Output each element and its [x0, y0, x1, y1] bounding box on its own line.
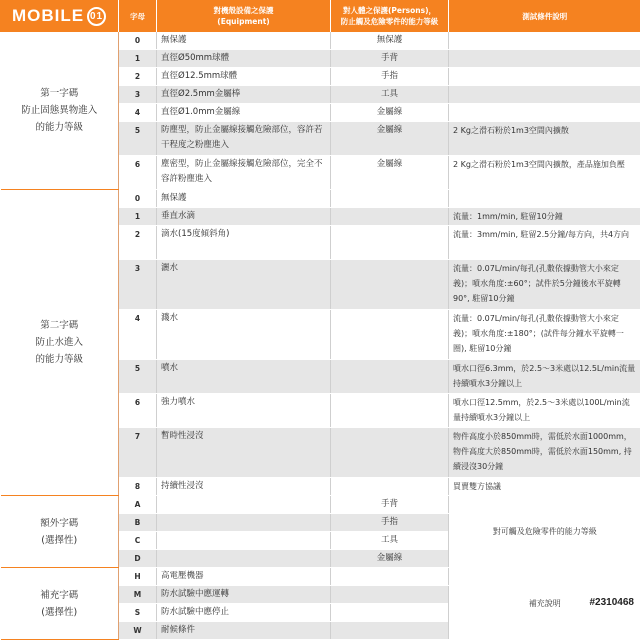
persons-cell: 手指: [331, 514, 449, 532]
header-persons: 對人體之保護(Persons)， 防止觸及危險零件的能力等級: [331, 0, 449, 32]
equipment-cell: [157, 532, 331, 550]
equipment-cell: 塵密型，防止金屬線接觸危險部位，完全不容許粉塵進入: [157, 156, 331, 190]
code-cell: 8: [119, 478, 157, 496]
table-row: [1, 32, 640, 50]
code-cell: 1: [119, 208, 157, 226]
group-label-extra: [1, 496, 119, 568]
condition-cell: 2 Kg之滑石粉於1m3空間內擴散，產品施加負壓: [449, 156, 640, 190]
equipment-cell: 防塵型，防止金屬線接觸危險部位，容許若干程度之粉塵進入: [157, 122, 331, 156]
persons-cell: [331, 310, 449, 360]
equipment-cell: [157, 514, 331, 532]
equipment-cell: 防水試驗中應停止: [157, 604, 331, 622]
condition-cell: 噴水口徑12.5mm，於2.5～3米處以100L/min流量持續噴水3分鐘以上: [449, 394, 640, 428]
equipment-cell: 強力噴水: [157, 394, 331, 428]
equipment-cell: 噴水: [157, 360, 331, 394]
equipment-cell: 滴水(15度傾斜角): [157, 226, 331, 260]
header-test-conditions: 測試條件說明: [449, 0, 640, 32]
code-cell: 4: [119, 310, 157, 360]
persons-cell: [331, 260, 449, 310]
code-cell: 4: [119, 104, 157, 122]
table-row: [1, 568, 640, 586]
header-equipment: 對機殼設備之保護 (Equipment): [157, 0, 331, 32]
group-label-second: [1, 190, 119, 496]
code-cell: 0: [119, 190, 157, 208]
code-cell: D: [119, 550, 157, 568]
equipment-cell: 直徑Ø2.5mm金屬棒: [157, 86, 331, 104]
code-cell: B: [119, 514, 157, 532]
code-cell: 1: [119, 50, 157, 68]
equipment-cell: 暫時性浸沒: [157, 428, 331, 478]
equipment-cell: 直徑Ø1.0mm金屬線: [157, 104, 331, 122]
equipment-cell: 直徑Ø50mm球體: [157, 50, 331, 68]
group-label-first: [1, 32, 119, 190]
equipment-cell: [157, 550, 331, 568]
table-row: [1, 496, 640, 514]
group-label-line: (選擇性): [5, 532, 115, 549]
condition-cell: 流量：1mm/min, 駐留10分鐘: [449, 208, 640, 226]
condition-cell: 買賣雙方協議: [449, 478, 640, 496]
persons-cell: [331, 604, 449, 622]
group-label-line: 第一字碼: [5, 85, 115, 102]
extra-condition-cell: 對可觸及危險零件的能力等級: [449, 496, 640, 568]
persons-cell: [331, 428, 449, 478]
code-cell: 7: [119, 428, 157, 478]
persons-cell: 工具: [331, 532, 449, 550]
code-cell: 2: [119, 226, 157, 260]
group-label-supp: [1, 568, 119, 640]
persons-cell: [331, 394, 449, 428]
persons-cell: 無保護: [331, 32, 449, 50]
persons-cell: [331, 208, 449, 226]
watermark: #2310468: [590, 597, 635, 608]
code-cell: C: [119, 532, 157, 550]
code-cell: 6: [119, 394, 157, 428]
group-label-line: 額外字碼: [5, 515, 115, 532]
group-label-line: 防止水進入: [5, 334, 115, 351]
code-cell: 3: [119, 86, 157, 104]
persons-cell: 金屬線: [331, 104, 449, 122]
equipment-cell: 直徑Ø12.5mm球體: [157, 68, 331, 86]
equipment-cell: 高電壓機器: [157, 568, 331, 586]
equipment-cell: 防水試驗中應運轉: [157, 586, 331, 604]
condition-cell: 2 Kg之滑石粉於1m3空間內擴散: [449, 122, 640, 156]
condition-cell: [449, 104, 640, 122]
code-cell: M: [119, 586, 157, 604]
equipment-cell: 無保護: [157, 190, 331, 208]
condition-cell: [449, 86, 640, 104]
persons-cell: 金屬線: [331, 550, 449, 568]
condition-cell: 流量：0.07L/min/每孔(孔數依據動管大小來定義)；噴水角度:±60°；試件於5分鐘後水平旋轉90°, 駐留10分鐘: [449, 260, 640, 310]
logo-mark-icon: 01: [87, 7, 106, 26]
code-cell: 5: [119, 122, 157, 156]
equipment-cell: 無保護: [157, 32, 331, 50]
code-cell: 0: [119, 32, 157, 50]
supp-condition-cell: 補充說明: [449, 568, 640, 640]
condition-cell: 流量：0.07L/min/每孔(孔數依據動管大小來定義)；噴水角度:±180°；(試件每分鐘水平旋轉一圈), 駐留10分鐘: [449, 310, 640, 360]
code-cell: 2: [119, 68, 157, 86]
code-cell: H: [119, 568, 157, 586]
code-cell: 6: [119, 156, 157, 190]
code-cell: S: [119, 604, 157, 622]
group-label-line: 防止固態異物進入: [5, 102, 115, 119]
persons-cell: 手指: [331, 68, 449, 86]
persons-cell: 金屬線: [331, 156, 449, 190]
condition-cell: 流量：3mm/min, 駐留2.5分鐘/每方向，共4方向: [449, 226, 640, 260]
condition-cell: [449, 50, 640, 68]
group-label-line: 的能力等級: [5, 119, 115, 136]
group-label-line: 補充字碼: [5, 587, 115, 604]
condition-cell: 物件高度小於850mm時，需低於水面1000mm，物件高度大於850mm時，需低於水面150mm, 持續浸沒30分鐘: [449, 428, 640, 478]
code-cell: W: [119, 622, 157, 640]
condition-cell: [449, 190, 640, 208]
persons-cell: 工具: [331, 86, 449, 104]
persons-cell: [331, 622, 449, 640]
persons-cell: 手背: [331, 496, 449, 514]
equipment-cell: 耐候條件: [157, 622, 331, 640]
logo-text: MOBILE: [12, 6, 84, 26]
header-digit: 字母: [119, 0, 157, 32]
persons-cell: [331, 478, 449, 496]
persons-cell: [331, 360, 449, 394]
equipment-cell: 灑水: [157, 260, 331, 310]
equipment-cell: [157, 496, 331, 514]
code-cell: 5: [119, 360, 157, 394]
code-cell: 3: [119, 260, 157, 310]
equipment-cell: 濺水: [157, 310, 331, 360]
code-cell: A: [119, 496, 157, 514]
group-label-line: (選擇性): [5, 604, 115, 621]
table-row: [1, 190, 640, 208]
persons-cell: 手背: [331, 50, 449, 68]
condition-cell: 噴水口徑6.3mm，於2.5～3米處以12.5L/min流量持續噴水3分鐘以上: [449, 360, 640, 394]
equipment-cell: 垂直水滴: [157, 208, 331, 226]
condition-cell: [449, 68, 640, 86]
persons-cell: [331, 226, 449, 260]
group-label-line: 第二字碼: [5, 317, 115, 334]
condition-cell: [449, 32, 640, 50]
equipment-cell: 持續性浸沒: [157, 478, 331, 496]
persons-cell: [331, 190, 449, 208]
persons-cell: 金屬線: [331, 122, 449, 156]
group-label-line: 的能力等級: [5, 351, 115, 368]
persons-cell: [331, 568, 449, 586]
persons-cell: [331, 586, 449, 604]
mobile01-logo: [0, 0, 118, 32]
